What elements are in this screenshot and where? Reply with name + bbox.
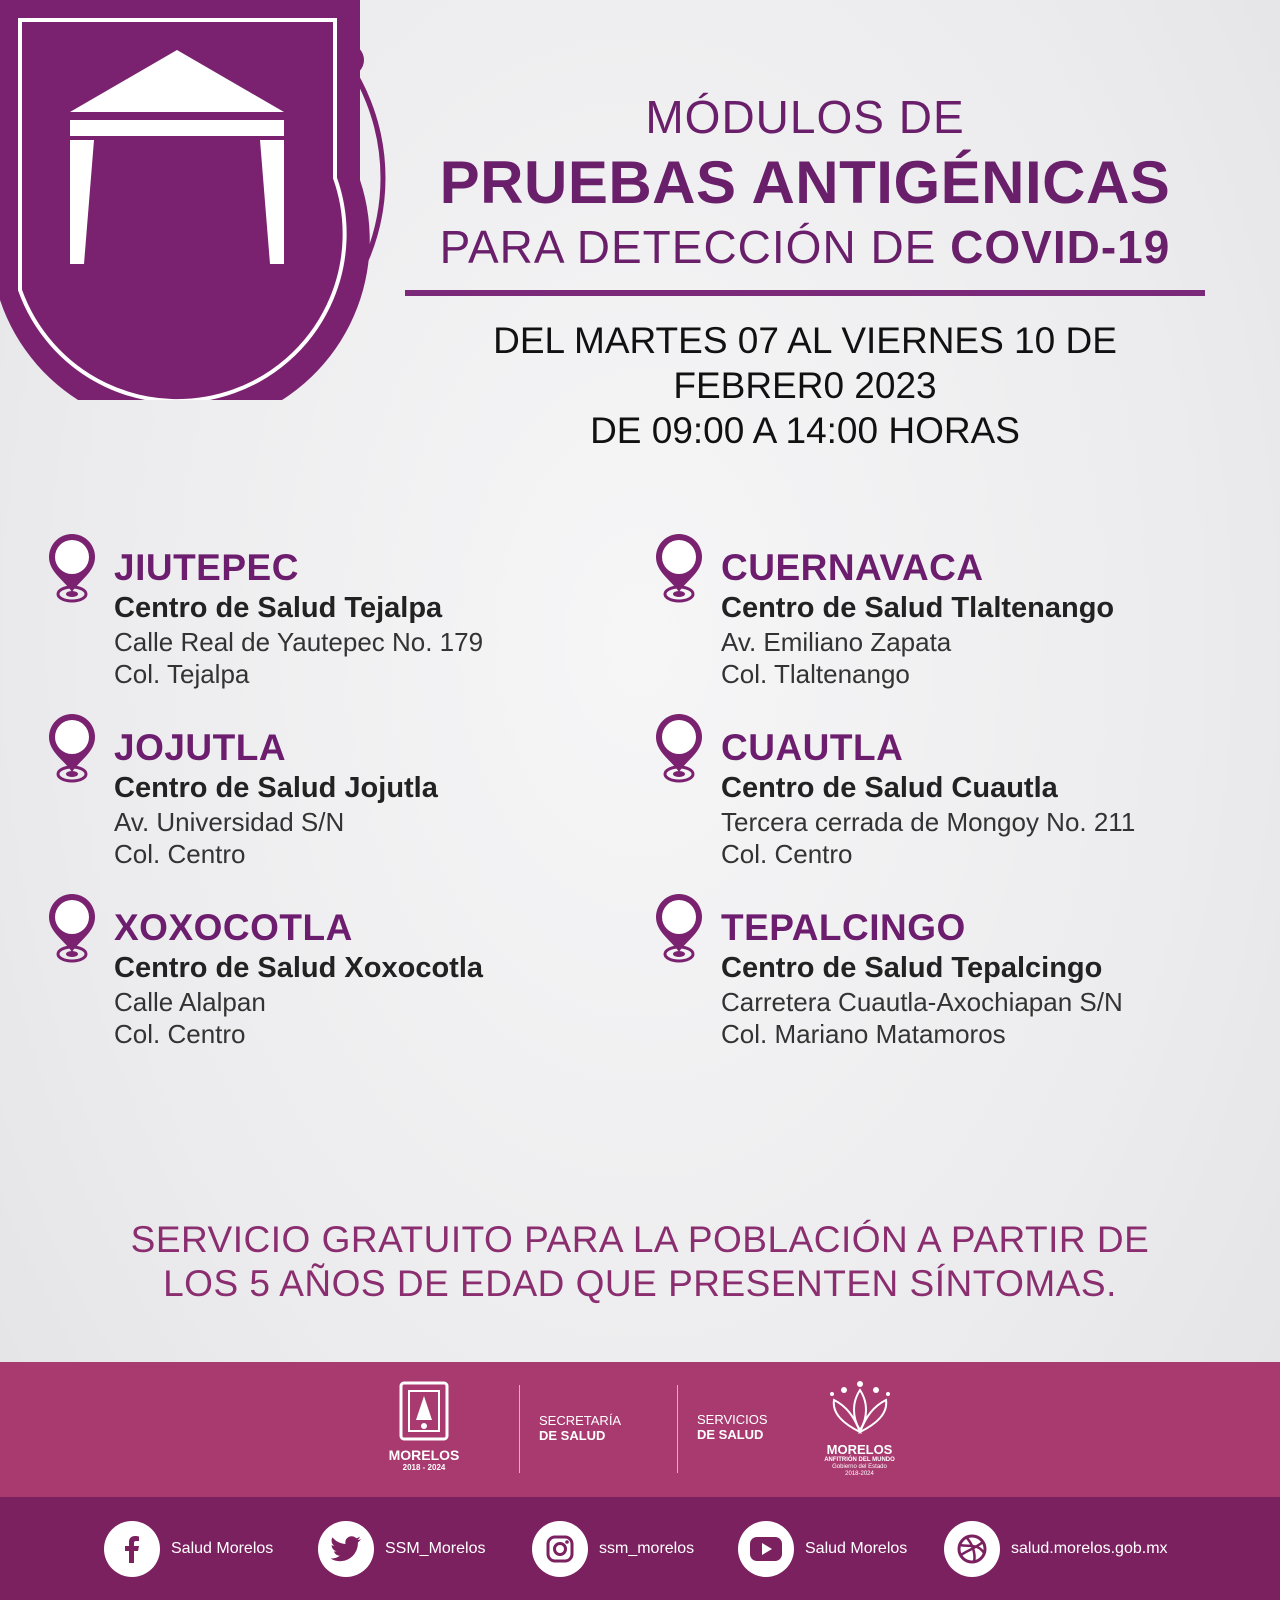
location-city: XOXOCOTLA — [114, 907, 353, 948]
instagram-icon — [532, 1521, 588, 1577]
location-address: Calle Real de Yautepec No. 179 — [114, 627, 484, 657]
location-center: Centro de Salud Xoxocotla — [114, 952, 483, 984]
module-logo — [0, 0, 400, 400]
schedule-line-2: FEBRER0 2023 — [673, 365, 937, 406]
location-colony: Col. Tejalpa — [114, 659, 250, 689]
location-pin-icon — [46, 892, 98, 964]
notice-line-2: LOS 5 AÑOS DE EDAD QUE PRESENTEN SÍNTOMAS. — [163, 1263, 1117, 1304]
notice-line-1: SERVICIO GRATUITO PARA LA POBLACIÓN A PARTIR DE — [130, 1219, 1150, 1260]
footer-separator — [519, 1385, 520, 1473]
social-link-facebook[interactable] — [104, 1520, 273, 1578]
location-center: Centro de Salud Jojutla — [114, 772, 438, 804]
location-city: TEPALCINGO — [721, 907, 966, 948]
twitter-label: SSM_Morelos — [385, 1540, 486, 1557]
servicios-line-2: DE SALUD — [697, 1427, 764, 1442]
state-seal-icon — [398, 1380, 450, 1442]
location-address: Calle Alalpan — [114, 987, 266, 1017]
location-colony: Col. Mariano Matamoros — [721, 1019, 1006, 1049]
free-service-notice — [60, 1218, 1220, 1306]
social-link-youtube[interactable] — [738, 1520, 907, 1578]
social-link-instagram[interactable] — [532, 1520, 694, 1578]
title-line-2: PRUEBAS ANTIGÉNICAS — [439, 149, 1171, 216]
location-address: Carretera Cuautla-Axochiapan S/N — [721, 987, 1123, 1017]
location-city: CUERNAVACA — [721, 547, 984, 588]
website-label: salud.morelos.gob.mx — [1011, 1540, 1168, 1557]
secretaria-line-2: DE SALUD — [539, 1428, 606, 1443]
schedule-line-3: DE 09:00 A 14:00 HORAS — [590, 410, 1020, 451]
lotus-icon — [824, 1380, 896, 1438]
location-address: Av. Emiliano Zapata — [721, 627, 952, 657]
location-center: Centro de Salud Tlaltenango — [721, 592, 1115, 624]
location-colony: Col. Tlaltenango — [721, 659, 910, 689]
seal-name: MORELOS — [388, 1447, 460, 1463]
location-pin-icon — [653, 892, 705, 964]
schedule — [430, 318, 1180, 453]
title-line-1: MÓDULOS DE — [645, 91, 965, 143]
location-pin-icon — [653, 532, 705, 604]
morelos-brand-logo — [812, 1380, 907, 1478]
location-city: JIUTEPEC — [114, 547, 299, 588]
location-address: Tercera cerrada de Mongoy No. 211 — [721, 807, 1136, 837]
location-center: Centro de Salud Cuautla — [721, 772, 1058, 804]
youtube-icon — [738, 1521, 794, 1577]
brand-name: MORELOS — [826, 1442, 893, 1457]
instagram-label: ssm_morelos — [599, 1540, 695, 1557]
brand-sub-1: Gobierno del Estado — [832, 1464, 887, 1470]
web-icon — [944, 1521, 1000, 1577]
tent-icon — [0, 0, 400, 400]
location-center: Centro de Salud Tejalpa — [114, 592, 443, 624]
facebook-label: Salud Morelos — [171, 1540, 274, 1557]
servicios-line-1: SERVICIOS — [697, 1412, 768, 1427]
location-colony: Col. Centro — [721, 839, 853, 869]
location-colony: Col. Centro — [114, 839, 246, 869]
morelos-seal-logo — [384, 1380, 464, 1472]
title-line-3 — [400, 217, 1210, 277]
schedule-line-1: DEL MARTES 07 AL VIERNES 10 DE — [493, 320, 1117, 361]
brand-sub-2: 2018-2024 — [845, 1471, 874, 1477]
youtube-label: Salud Morelos — [805, 1540, 908, 1557]
location-center: Centro de Salud Tepalcingo — [721, 952, 1103, 984]
social-link-website[interactable] — [944, 1520, 1168, 1578]
brand-tagline: ANFITRIÓN DEL MUNDO — [824, 1457, 895, 1463]
title-line-3-bold: COVID-19 — [950, 221, 1171, 273]
secretaria-salud-logo — [539, 1413, 621, 1443]
location-address: Av. Universidad S/N — [114, 807, 345, 837]
social-link-twitter[interactable] — [318, 1520, 485, 1578]
location-city: CUAUTLA — [721, 727, 904, 768]
twitter-icon — [318, 1521, 374, 1577]
footer-logos-band — [0, 1362, 1280, 1497]
header-divider — [405, 290, 1205, 296]
servicios-salud-logo — [697, 1412, 768, 1442]
footer-separator — [677, 1385, 678, 1473]
location-pin-icon — [46, 712, 98, 784]
seal-years: 2018 - 2024 — [402, 1463, 446, 1472]
location-pin-icon — [46, 532, 98, 604]
location-city: JOJUTLA — [114, 727, 287, 768]
facebook-icon — [104, 1521, 160, 1577]
location-colony: Col. Centro — [114, 1019, 246, 1049]
title-line-3-prefix: PARA DETECCIÓN DE — [439, 221, 937, 273]
location-pin-icon — [653, 712, 705, 784]
page-title — [400, 85, 1210, 277]
secretaria-line-1: SECRETARÍA — [539, 1413, 622, 1428]
